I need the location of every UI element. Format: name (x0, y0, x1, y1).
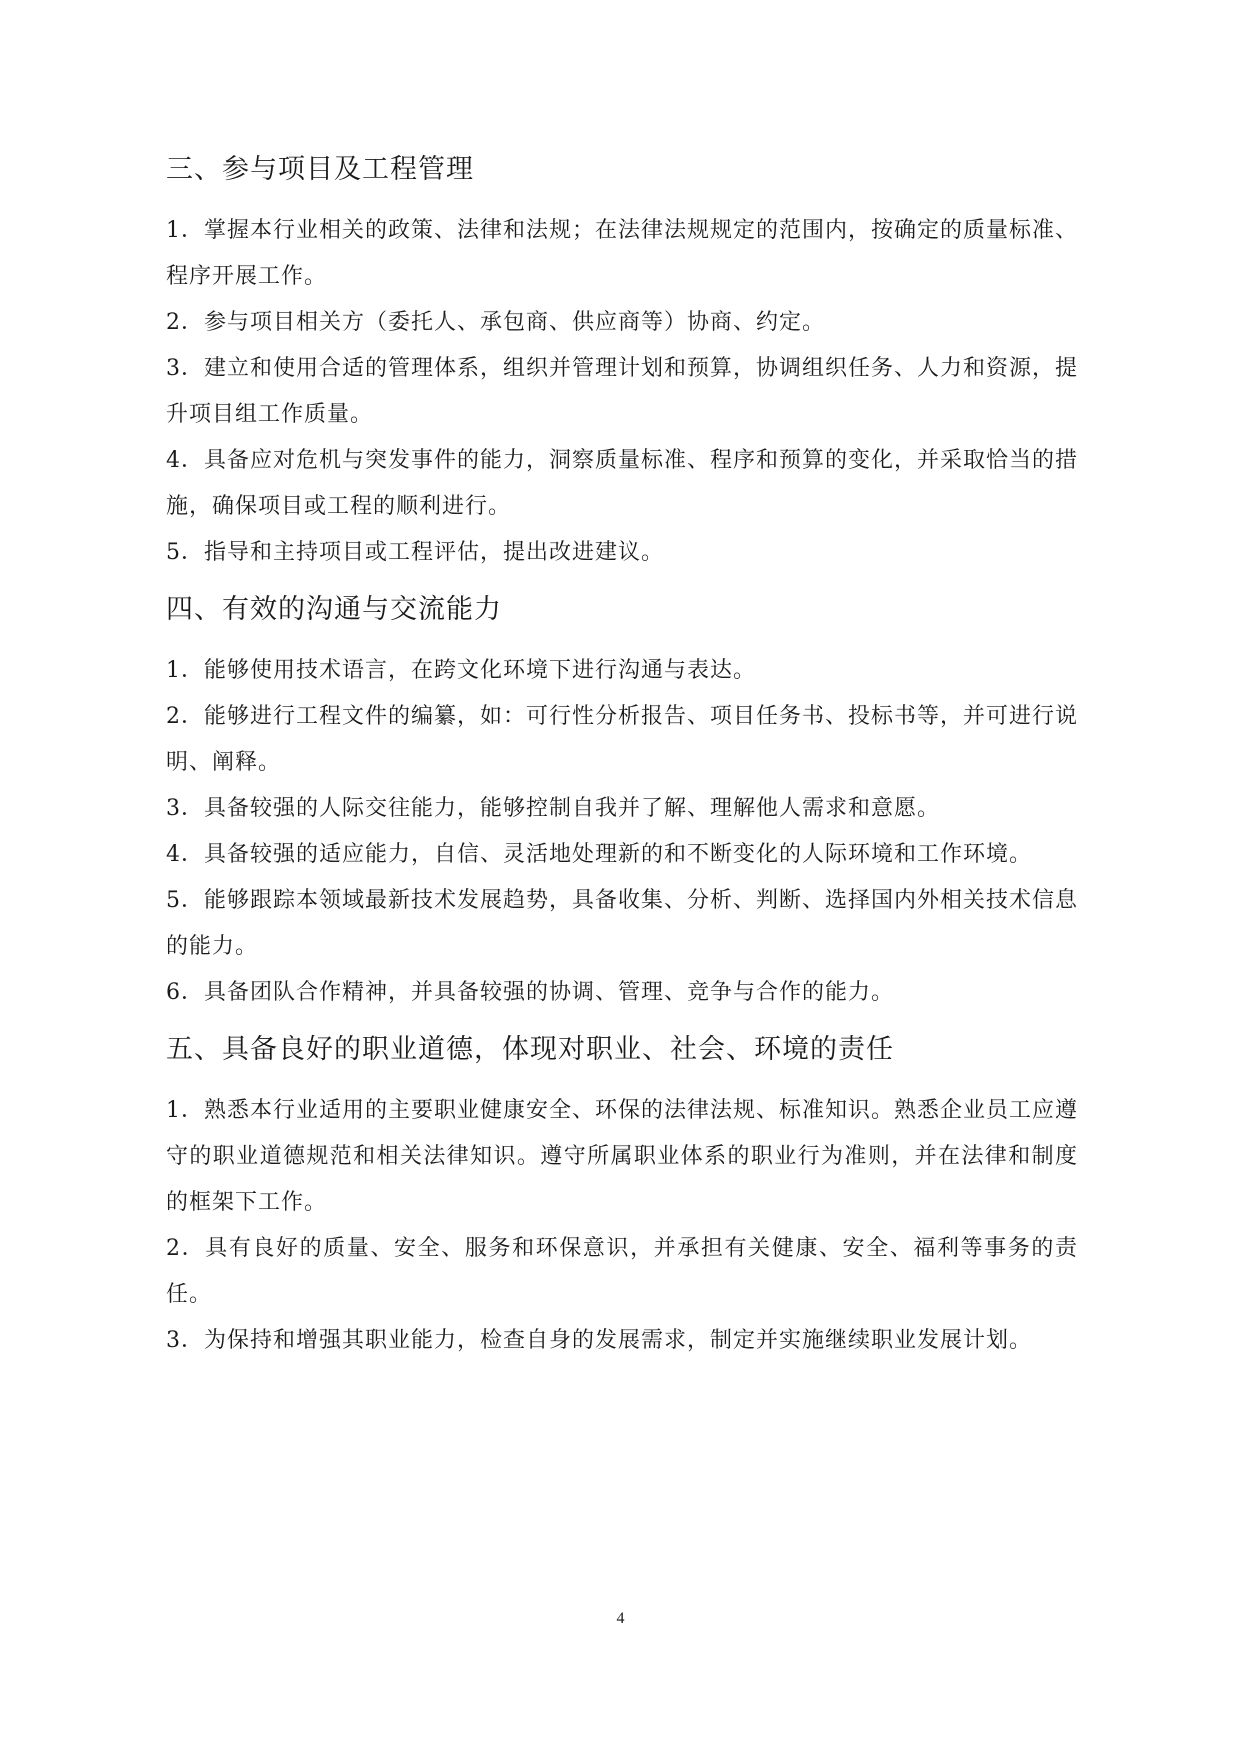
list-item: 1．熟悉本行业适用的主要职业健康安全、环保的法律法规、标准知识。熟悉企业员工应遵守的职业道德规范和相关法律知识。遵守所属职业体系的职业行为准则，并在法律和制度的框架下工作。 (166, 1098, 1079, 1215)
list-item: 1．能够使用技术语言，在跨文化环境下进行沟通与表达。 (166, 658, 756, 683)
page-number: 4 (616, 1610, 625, 1627)
list-item: 3．为保持和增强其职业能力，检查自身的发展需求，制定并实施继续职业发展计划。 (166, 1328, 1032, 1353)
list-item: 5．能够跟踪本领域最新技术发展趋势，具备收集、分析、判断、选择国内外相关技术信息的能力。 (166, 888, 1079, 959)
section-title: 四、有效的沟通与交流能力 (166, 594, 502, 625)
list-item: 2．能够进行工程文件的编纂，如：可行性分析报告、项目任务书、投标书等，并可进行说明、阐释。 (166, 704, 1079, 775)
list-item: 2．参与项目相关方（委托人、承包商、供应商等）协商、约定。 (166, 310, 825, 335)
list-item: 2．具有良好的质量、安全、服务和环保意识，并承担有关健康、安全、福利等事务的责任。 (166, 1236, 1078, 1307)
section-title: 五、具备良好的职业道德，体现对职业、社会、环境的责任 (166, 1034, 894, 1065)
list-item: 3．建立和使用合适的管理体系，组织并管理计划和预算，协调组织任务、人力和资源，提升项目组工作质量。 (166, 356, 1079, 427)
list-item: 1．掌握本行业相关的政策、法律和法规；在法律法规规定的范围内，按确定的质量标准、程序开展工作。 (166, 218, 1079, 289)
document-body (166, 150, 1078, 1364)
list-item: 4．具备应对危机与突发事件的能力，洞察质量标准、程序和预算的变化，并采取恰当的措施，确保项目或工程的顺利进行。 (166, 448, 1079, 519)
section-title: 三、参与项目及工程管理 (166, 154, 474, 185)
section-professional-ethics (166, 1030, 1078, 1364)
section-communication (166, 590, 1078, 1016)
section-project-management (166, 150, 1078, 576)
list-item: 5．指导和主持项目或工程评估，提出改进建议。 (166, 540, 664, 565)
list-item: 6．具备团队合作精神，并具备较强的协调、管理、竞争与合作的能力。 (166, 980, 894, 1005)
list-item: 3．具备较强的人际交往能力，能够控制自我并了解、理解他人需求和意愿。 (166, 796, 940, 821)
list-item: 4．具备较强的适应能力，自信、灵活地处理新的和不断变化的人际环境和工作环境。 (166, 842, 1032, 867)
